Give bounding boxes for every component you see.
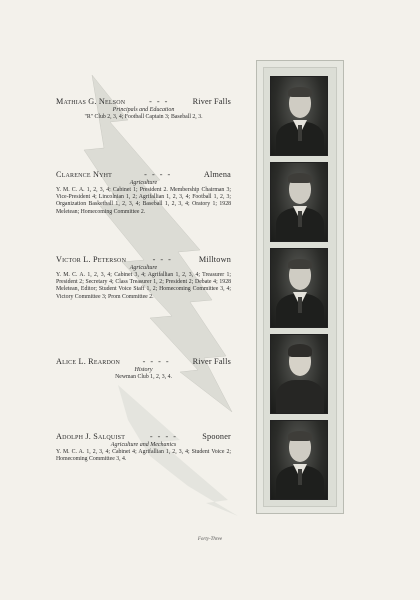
hometown: River Falls [192, 357, 231, 366]
page-number-footer: Forty-Three [197, 537, 223, 542]
student-name: Alice L. Reardon [56, 357, 121, 366]
entry-adolph-salquist [56, 432, 231, 463]
entry-heading [56, 432, 231, 441]
course-of-study: Agriculture [129, 265, 158, 271]
entry-clarence-nyht [56, 170, 231, 216]
student-name: Victor L. Peterson [56, 255, 127, 264]
leader-dashes: - - - - [144, 170, 172, 179]
course-of-study: Principals and Education [112, 107, 175, 113]
portrait-photo-clarence-nyht [270, 162, 328, 242]
leader-dashes: - - - [152, 255, 173, 264]
portrait-photo-victor-peterson [270, 248, 328, 328]
portrait-photo-adolph-salquist [270, 420, 328, 500]
entry-heading [56, 170, 231, 179]
leader-dashes: - - - - [142, 357, 171, 366]
entry-victor-peterson [56, 255, 231, 301]
student-name: Mathias G. Nelson [56, 97, 126, 106]
leader-dashes: - - - [149, 97, 169, 106]
activities-list: Newman Club 1, 2, 3, 4. [115, 374, 172, 380]
course-of-study: Agriculture and Mechanics [110, 442, 177, 448]
entry-alice-reardon [56, 357, 231, 381]
hometown: Spooner [202, 432, 231, 441]
activities-list: Y. M. C. A. 1, 2, 3, 4; Cabinet 1; President 2. Membership Chairman 3; Vice-President 4; Lincolnian 1, 2; Agrifallian 1, 2, 3, 4; Football 1, 2, 3; Organization Basketball 1, 2, 3, 4; Baseball 1, 2, 3, 4; Oratory 1; 1928 Meletean; Homecoming Committee 2. [56, 187, 231, 215]
entry-heading [56, 255, 231, 264]
student-name: Clarence Nyht [56, 170, 113, 179]
entry-heading [56, 357, 231, 366]
hometown: Almena [203, 170, 231, 179]
activities-list: "R" Club 2, 3, 4; Football Captain 3; Baseball 2, 3. [84, 114, 203, 120]
hometown: Milltown [198, 255, 231, 264]
hometown: River Falls [192, 97, 231, 106]
activities-list: Y. M. C. A. 1, 2, 3, 4; Cabinet 3, 4; Agrifallian 1, 2, 3, 4; Treasurer 1; President 2; Secretary 4; Class Treasurer 1, 2; President 2; Debate 4; 1928 Meletean, Editor; Student Voice Staff 1, 2; Homecoming Committee 3, 4; Victory Committee 3; Prom Committee 2. [56, 272, 231, 300]
portrait-photo-mathias-nelson [270, 76, 328, 156]
entry-heading [56, 97, 231, 106]
course-of-study: History [134, 367, 153, 373]
student-name: Adolph J. Salquist [56, 432, 126, 441]
course-of-study: Agriculture [129, 180, 158, 186]
entry-mathias-nelson [56, 97, 231, 121]
leader-dashes: - - - - [149, 432, 178, 441]
portrait-photo-alice-reardon [270, 334, 328, 414]
activities-list: Y. M. C. A. 1, 2, 3, 4; Cabinet 4; Agrifallian 1, 2, 3, 4; Student Voice 2; Homecoming Committee 3, 4. [56, 449, 231, 463]
